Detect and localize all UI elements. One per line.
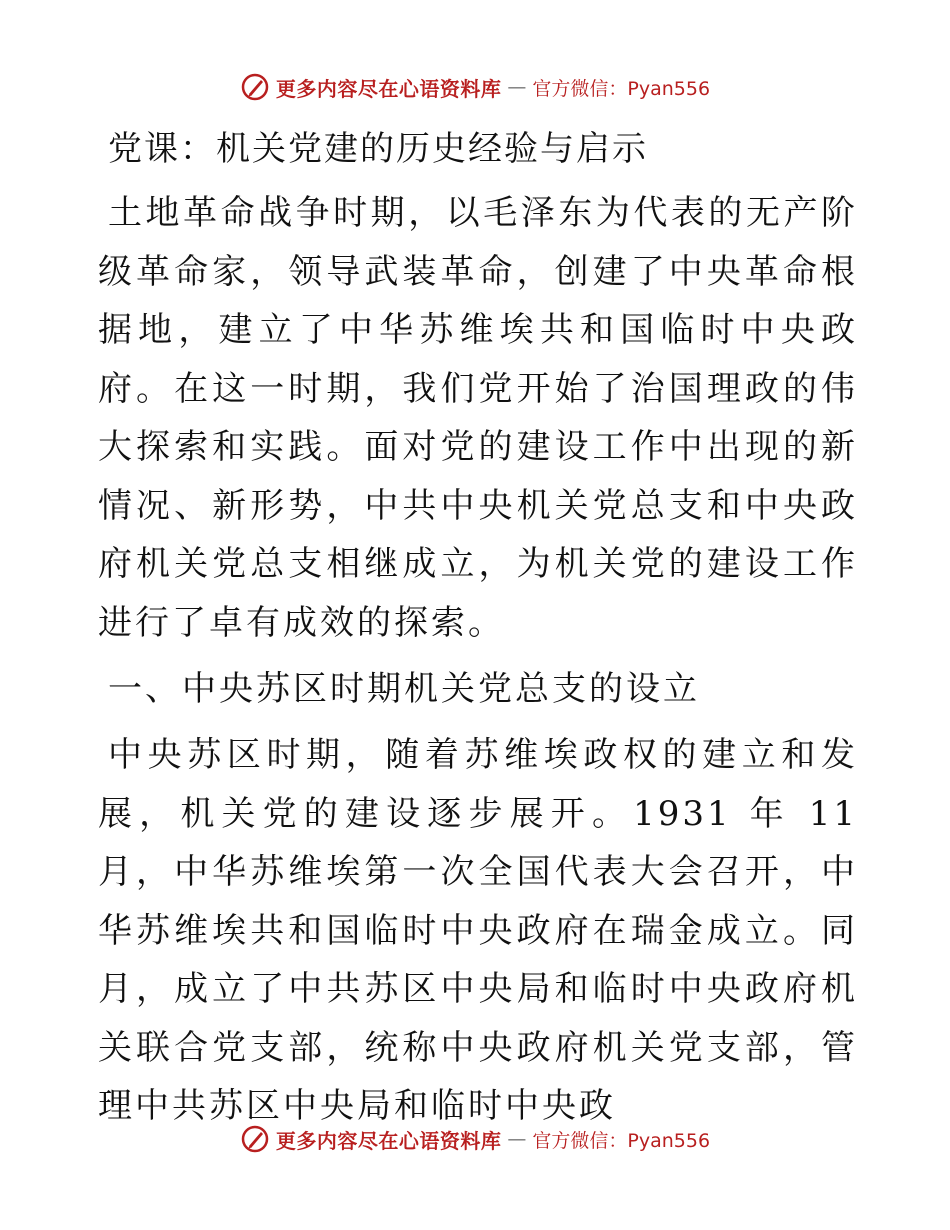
footer-watermark xyxy=(0,1124,950,1154)
watermark-main-text: 更多内容尽在心语资料库 xyxy=(275,76,502,101)
intro-paragraph: 土地革命战争时期，以毛泽东为代表的无产阶级革命家，领导武装革命，创建了中央革命根据地，建立了中华苏维埃共和国临时中央政府。在这一时期，我们党开始了治国理政的伟大探索和实践。面对党的建设工作中出现的新情况、新形势，中共中央机关党总支和中央政府机关党总支相继成立，为机关党的建设工作进行了卓有成效的探索。 xyxy=(98,193,858,643)
document-body xyxy=(98,120,858,1144)
section-paragraph: 中央苏区时期，随着苏维埃政权的建立和发展，机关党的建设逐步展开。1931 年 11 月，中华苏维埃第一次全国代表大会召开，中华苏维埃共和国临时中央政府在瑞金成立。同月，成立了中共苏区中央局和临时中央政府机关联合党支部，统称中央政府机关党支部，管理中共苏区中央局和临时中央政 xyxy=(98,735,858,1126)
document-title: 党课：机关党建的历史经验与启示 xyxy=(108,129,648,169)
watermark-separator: — xyxy=(507,1128,527,1150)
quill-pen-logo-icon xyxy=(240,72,270,102)
section-heading: 一、中央苏区时期机关党总支的设立 xyxy=(108,669,700,709)
watermark-wechat-text: 官方微信：Pyan556 xyxy=(532,77,711,100)
watermark-main-text: 更多内容尽在心语资料库 xyxy=(275,1128,502,1153)
watermark-wechat-text: 官方微信：Pyan556 xyxy=(532,1129,711,1152)
watermark-separator: — xyxy=(507,76,527,98)
header-watermark xyxy=(0,72,950,102)
quill-pen-logo-icon xyxy=(240,1124,270,1154)
